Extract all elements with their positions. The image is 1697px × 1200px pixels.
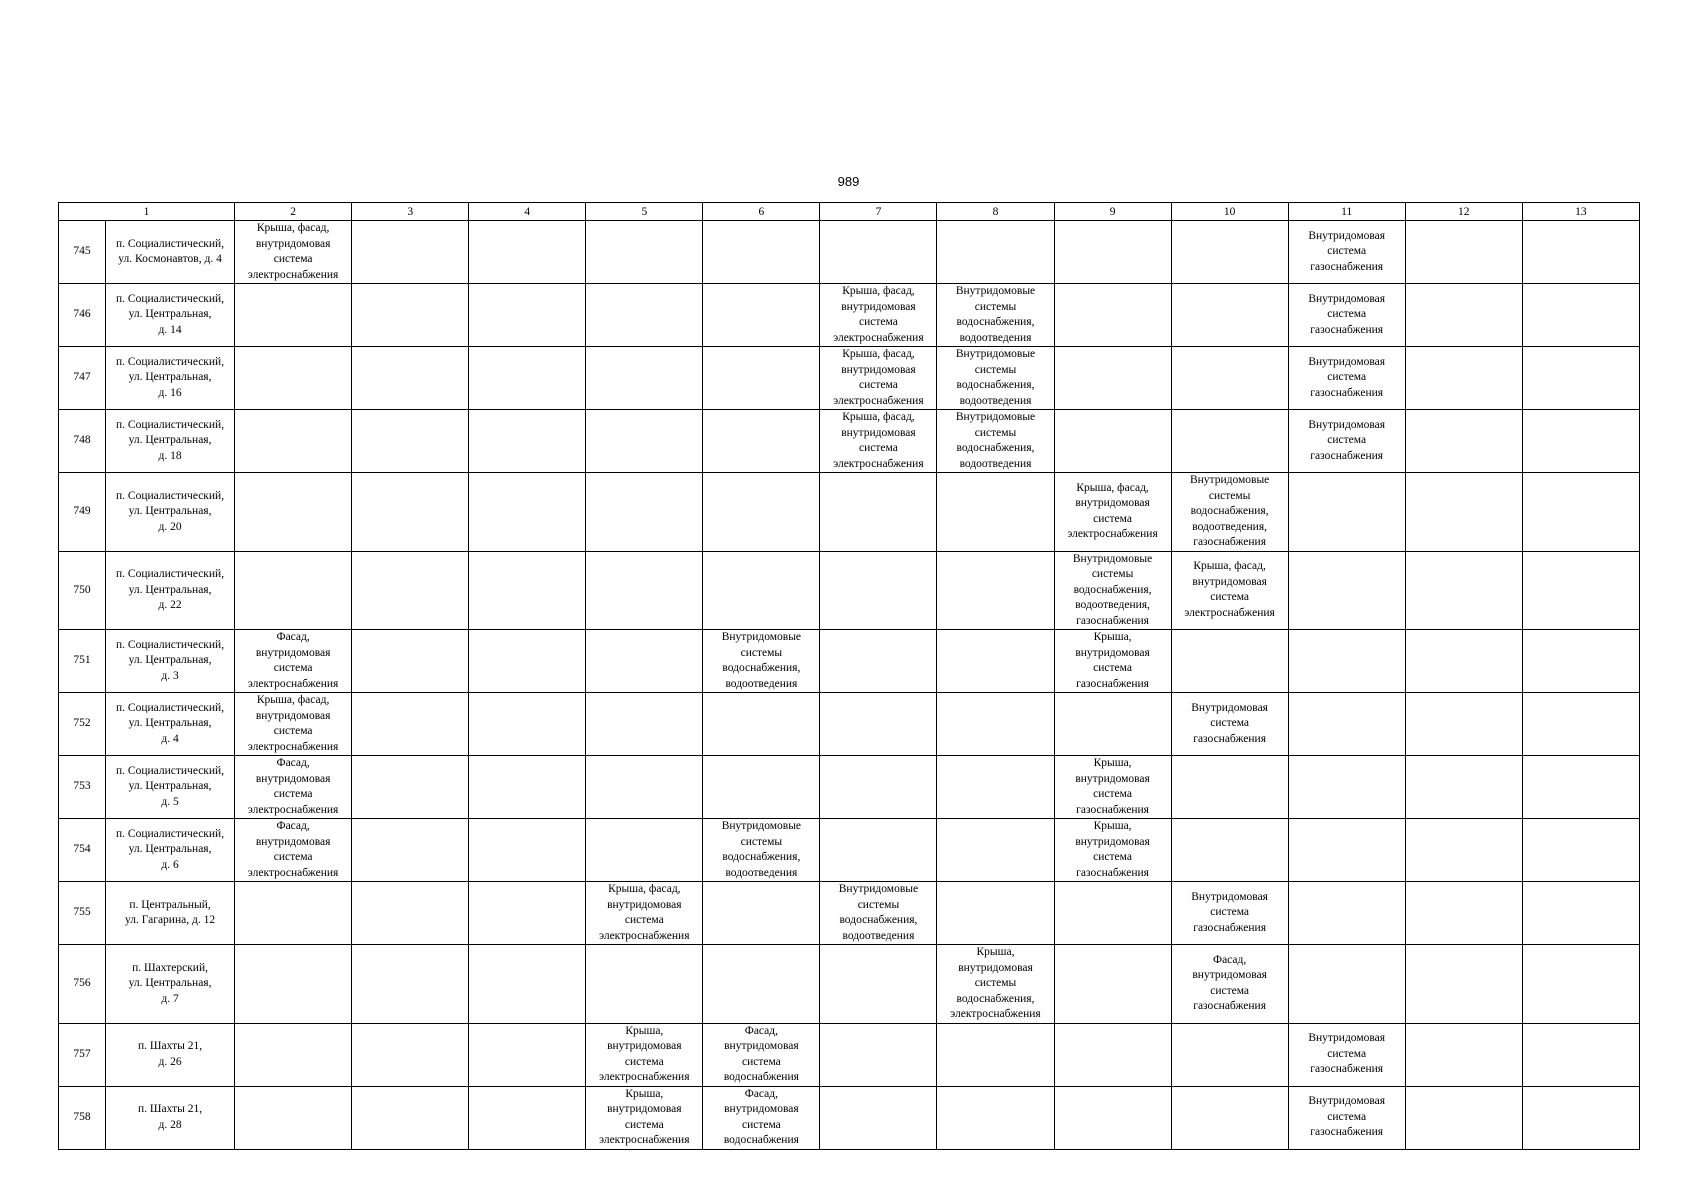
work-cell xyxy=(1171,221,1288,284)
column-header: 10 xyxy=(1171,203,1288,221)
work-cell xyxy=(820,473,937,552)
table-row xyxy=(59,284,1640,347)
column-header: 8 xyxy=(937,203,1054,221)
work-cell xyxy=(820,221,937,284)
page-number: 989 xyxy=(837,174,860,189)
work-cell: Фасад, внутридомовая система электроснабжения xyxy=(235,819,352,882)
work-cell: Внутридомовые системы водоснабжения, водоотведения xyxy=(937,284,1054,347)
repair-schedule-table xyxy=(58,202,1640,1150)
work-cell xyxy=(820,819,937,882)
work-cell xyxy=(586,221,703,284)
work-cell: Внутридомовая система газоснабжения xyxy=(1288,410,1405,473)
work-cell xyxy=(1405,819,1522,882)
work-cell xyxy=(352,945,469,1024)
column-header: 2 xyxy=(235,203,352,221)
work-cell xyxy=(937,693,1054,756)
work-cell xyxy=(352,630,469,693)
work-cell: Внутридомовые системы водоснабжения, водоотведения, газоснабжения xyxy=(1171,473,1288,552)
work-cell: Крыша, фасад, внутридомовая система электроснабжения xyxy=(235,221,352,284)
work-cell xyxy=(820,945,937,1024)
table-row xyxy=(59,551,1640,630)
address-cell: п. Социалистический, ул. Центральная, д. 5 xyxy=(106,756,235,819)
work-cell: Крыша, фасад, внутридомовая система электроснабжения xyxy=(586,882,703,945)
work-cell xyxy=(1522,347,1639,410)
table-row xyxy=(59,410,1640,473)
work-cell: Крыша, внутридомовая система газоснабжения xyxy=(1054,819,1171,882)
work-cell xyxy=(937,473,1054,552)
work-cell: Внутридомовые системы водоснабжения, водоотведения xyxy=(937,347,1054,410)
work-cell: Крыша, фасад, внутридомовая система электроснабжения xyxy=(235,693,352,756)
table-row xyxy=(59,1086,1640,1149)
column-header: 5 xyxy=(586,203,703,221)
work-cell xyxy=(469,882,586,945)
row-number: 752 xyxy=(59,693,106,756)
table-row xyxy=(59,819,1640,882)
work-cell: Крыша, внутридомовая системы водоснабжения, электроснабжения xyxy=(937,945,1054,1024)
work-cell xyxy=(586,551,703,630)
work-cell xyxy=(235,284,352,347)
work-cell xyxy=(352,284,469,347)
work-cell xyxy=(1054,347,1171,410)
work-cell xyxy=(703,945,820,1024)
address-cell: п. Социалистический, ул. Центральная, д. 20 xyxy=(106,473,235,552)
work-cell xyxy=(586,945,703,1024)
work-cell xyxy=(1171,1023,1288,1086)
row-number: 753 xyxy=(59,756,106,819)
column-header: 7 xyxy=(820,203,937,221)
work-cell: Внутридомовая система газоснабжения xyxy=(1288,284,1405,347)
row-number: 750 xyxy=(59,551,106,630)
work-cell xyxy=(1405,347,1522,410)
work-cell xyxy=(586,473,703,552)
work-cell xyxy=(703,551,820,630)
work-cell xyxy=(352,410,469,473)
work-cell xyxy=(1171,410,1288,473)
work-cell xyxy=(820,693,937,756)
work-cell: Крыша, внутридомовая система газоснабжения xyxy=(1054,756,1171,819)
work-cell xyxy=(1171,630,1288,693)
work-cell xyxy=(1405,284,1522,347)
work-cell xyxy=(1522,1023,1639,1086)
work-cell xyxy=(1171,819,1288,882)
work-cell xyxy=(235,1086,352,1149)
work-cell xyxy=(469,551,586,630)
work-cell xyxy=(937,756,1054,819)
address-cell: п. Социалистический, ул. Космонавтов, д. 4 xyxy=(106,221,235,284)
work-cell xyxy=(1054,1023,1171,1086)
work-cell xyxy=(1171,347,1288,410)
work-cell xyxy=(1405,630,1522,693)
address-cell: п. Социалистический, ул. Центральная, д. 3 xyxy=(106,630,235,693)
row-number: 746 xyxy=(59,284,106,347)
column-header: 6 xyxy=(703,203,820,221)
work-cell xyxy=(1054,945,1171,1024)
table-row xyxy=(59,1023,1640,1086)
work-cell xyxy=(1405,1023,1522,1086)
work-cell: Фасад, внутридомовая система электроснабжения xyxy=(235,756,352,819)
work-cell xyxy=(235,347,352,410)
work-cell xyxy=(1522,473,1639,552)
row-number: 758 xyxy=(59,1086,106,1149)
work-cell xyxy=(1522,1086,1639,1149)
work-cell xyxy=(1171,756,1288,819)
work-cell xyxy=(469,819,586,882)
work-cell xyxy=(586,347,703,410)
work-cell xyxy=(703,284,820,347)
work-cell xyxy=(1054,221,1171,284)
address-cell: п. Шахты 21, д. 26 xyxy=(106,1023,235,1086)
row-number: 751 xyxy=(59,630,106,693)
work-cell: Крыша, внутридомовая система электроснабжения xyxy=(586,1023,703,1086)
work-cell xyxy=(1405,473,1522,552)
work-cell xyxy=(469,347,586,410)
work-cell xyxy=(703,410,820,473)
work-cell xyxy=(352,756,469,819)
address-cell: п. Шахты 21, д. 28 xyxy=(106,1086,235,1149)
work-cell xyxy=(586,756,703,819)
work-cell xyxy=(703,221,820,284)
work-cell xyxy=(1288,756,1405,819)
work-cell xyxy=(937,1023,1054,1086)
table-row xyxy=(59,630,1640,693)
table-row xyxy=(59,693,1640,756)
work-cell xyxy=(1522,221,1639,284)
table-row xyxy=(59,473,1640,552)
work-cell xyxy=(820,1086,937,1149)
address-cell: п. Социалистический, ул. Центральная, д. 6 xyxy=(106,819,235,882)
table-row xyxy=(59,945,1640,1024)
work-cell: Внутридомовые системы водоснабжения, водоотведения xyxy=(703,819,820,882)
work-cell xyxy=(1405,1086,1522,1149)
row-number: 745 xyxy=(59,221,106,284)
work-cell xyxy=(937,819,1054,882)
work-cell xyxy=(820,630,937,693)
work-cell xyxy=(1522,945,1639,1024)
row-number: 749 xyxy=(59,473,106,552)
row-number: 756 xyxy=(59,945,106,1024)
work-cell: Крыша, фасад, внутридомовая система электроснабжения xyxy=(1054,473,1171,552)
work-cell xyxy=(469,1086,586,1149)
work-cell xyxy=(469,473,586,552)
work-cell xyxy=(352,1086,469,1149)
work-cell xyxy=(1522,630,1639,693)
work-cell xyxy=(469,410,586,473)
work-cell: Внутридомовые системы водоснабжения, водоотведения xyxy=(820,882,937,945)
work-cell xyxy=(1288,551,1405,630)
work-cell: Внутридомовая система газоснабжения xyxy=(1288,1086,1405,1149)
column-header: 11 xyxy=(1288,203,1405,221)
work-cell: Внутридомовая система газоснабжения xyxy=(1288,221,1405,284)
table-row xyxy=(59,347,1640,410)
work-cell xyxy=(235,410,352,473)
work-cell xyxy=(1405,221,1522,284)
work-cell xyxy=(1522,551,1639,630)
work-cell: Внутридомовые системы водоснабжения, водоотведения xyxy=(937,410,1054,473)
work-cell xyxy=(235,473,352,552)
address-cell: п. Социалистический, ул. Центральная, д. 22 xyxy=(106,551,235,630)
work-cell xyxy=(820,756,937,819)
work-cell xyxy=(703,882,820,945)
work-cell xyxy=(937,551,1054,630)
work-cell xyxy=(469,756,586,819)
work-cell xyxy=(1522,819,1639,882)
work-cell xyxy=(937,882,1054,945)
address-cell: п. Центральный, ул. Гагарина, д. 12 xyxy=(106,882,235,945)
work-cell: Фасад, внутридомовая система электроснабжения xyxy=(235,630,352,693)
work-cell xyxy=(1288,473,1405,552)
column-header: 1 xyxy=(59,203,235,221)
work-cell xyxy=(703,473,820,552)
work-cell xyxy=(1522,410,1639,473)
work-cell: Крыша, внутридомовая система электроснабжения xyxy=(586,1086,703,1149)
work-cell: Внутридомовая система газоснабжения xyxy=(1288,1023,1405,1086)
table-row xyxy=(59,882,1640,945)
work-cell xyxy=(469,221,586,284)
address-cell: п. Социалистический, ул. Центральная, д. 16 xyxy=(106,347,235,410)
work-cell xyxy=(1522,882,1639,945)
row-number: 755 xyxy=(59,882,106,945)
address-cell: п. Социалистический, ул. Центральная, д. 18 xyxy=(106,410,235,473)
work-cell xyxy=(1405,945,1522,1024)
column-header: 3 xyxy=(352,203,469,221)
work-cell: Крыша, фасад, внутридомовая система электроснабжения xyxy=(820,410,937,473)
work-cell xyxy=(352,1023,469,1086)
work-cell xyxy=(586,284,703,347)
work-cell: Внутридомовая система газоснабжения xyxy=(1171,693,1288,756)
work-cell xyxy=(352,693,469,756)
row-number: 748 xyxy=(59,410,106,473)
work-cell: Внутридомовые системы водоснабжения, водоотведения xyxy=(703,630,820,693)
work-cell xyxy=(937,630,1054,693)
work-cell xyxy=(235,945,352,1024)
work-cell: Внутридомовая система газоснабжения xyxy=(1288,347,1405,410)
work-cell: Внутридомовая система газоснабжения xyxy=(1171,882,1288,945)
work-cell xyxy=(1405,882,1522,945)
work-cell xyxy=(1288,819,1405,882)
work-cell xyxy=(1054,1086,1171,1149)
work-cell xyxy=(586,693,703,756)
work-cell xyxy=(703,693,820,756)
work-cell xyxy=(469,630,586,693)
table-row xyxy=(59,756,1640,819)
row-number: 754 xyxy=(59,819,106,882)
table-row xyxy=(59,221,1640,284)
work-cell xyxy=(703,756,820,819)
work-cell: Фасад, внутридомовая система водоснабжения xyxy=(703,1086,820,1149)
work-cell: Крыша, фасад, внутридомовая система электроснабжения xyxy=(820,347,937,410)
work-cell xyxy=(235,551,352,630)
work-cell xyxy=(1522,756,1639,819)
work-cell xyxy=(1054,284,1171,347)
work-cell xyxy=(703,347,820,410)
work-cell xyxy=(937,221,1054,284)
work-cell xyxy=(352,882,469,945)
row-number: 757 xyxy=(59,1023,106,1086)
work-cell xyxy=(1405,756,1522,819)
work-cell xyxy=(469,1023,586,1086)
work-cell: Крыша, внутридомовая система газоснабжения xyxy=(1054,630,1171,693)
column-header: 4 xyxy=(469,203,586,221)
work-cell xyxy=(937,1086,1054,1149)
work-cell xyxy=(352,473,469,552)
work-cell xyxy=(1054,882,1171,945)
work-cell xyxy=(1054,693,1171,756)
address-cell: п. Шахтерский, ул. Центральная, д. 7 xyxy=(106,945,235,1024)
column-header: 13 xyxy=(1522,203,1639,221)
work-cell xyxy=(235,882,352,945)
work-cell xyxy=(586,630,703,693)
work-cell xyxy=(1288,630,1405,693)
address-cell: п. Социалистический, ул. Центральная, д. 14 xyxy=(106,284,235,347)
work-cell: Крыша, фасад, внутридомовая система электроснабжения xyxy=(820,284,937,347)
address-cell: п. Социалистический, ул. Центральная, д. 4 xyxy=(106,693,235,756)
work-cell xyxy=(1171,284,1288,347)
work-cell xyxy=(1288,945,1405,1024)
work-cell xyxy=(352,221,469,284)
work-cell xyxy=(469,284,586,347)
work-cell xyxy=(820,551,937,630)
work-cell xyxy=(1522,693,1639,756)
work-cell xyxy=(352,551,469,630)
work-cell xyxy=(1171,1086,1288,1149)
work-cell xyxy=(586,819,703,882)
work-cell xyxy=(820,1023,937,1086)
column-header: 9 xyxy=(1054,203,1171,221)
work-cell: Внутридомовые системы водоснабжения, водоотведения, газоснабжения xyxy=(1054,551,1171,630)
work-cell xyxy=(235,1023,352,1086)
work-cell xyxy=(586,410,703,473)
work-cell xyxy=(469,693,586,756)
work-cell: Крыша, фасад, внутридомовая система электроснабжения xyxy=(1171,551,1288,630)
work-cell xyxy=(1405,410,1522,473)
work-cell: Фасад, внутридомовая система водоснабжения xyxy=(703,1023,820,1086)
work-cell: Фасад, внутридомовая система газоснабжения xyxy=(1171,945,1288,1024)
work-cell xyxy=(1522,284,1639,347)
work-cell xyxy=(352,819,469,882)
work-cell xyxy=(1405,693,1522,756)
column-header: 12 xyxy=(1405,203,1522,221)
work-cell xyxy=(1288,693,1405,756)
column-number-row xyxy=(59,203,1640,221)
work-cell xyxy=(1054,410,1171,473)
work-cell xyxy=(1405,551,1522,630)
work-cell xyxy=(469,945,586,1024)
work-cell xyxy=(352,347,469,410)
row-number: 747 xyxy=(59,347,106,410)
work-cell xyxy=(1288,882,1405,945)
